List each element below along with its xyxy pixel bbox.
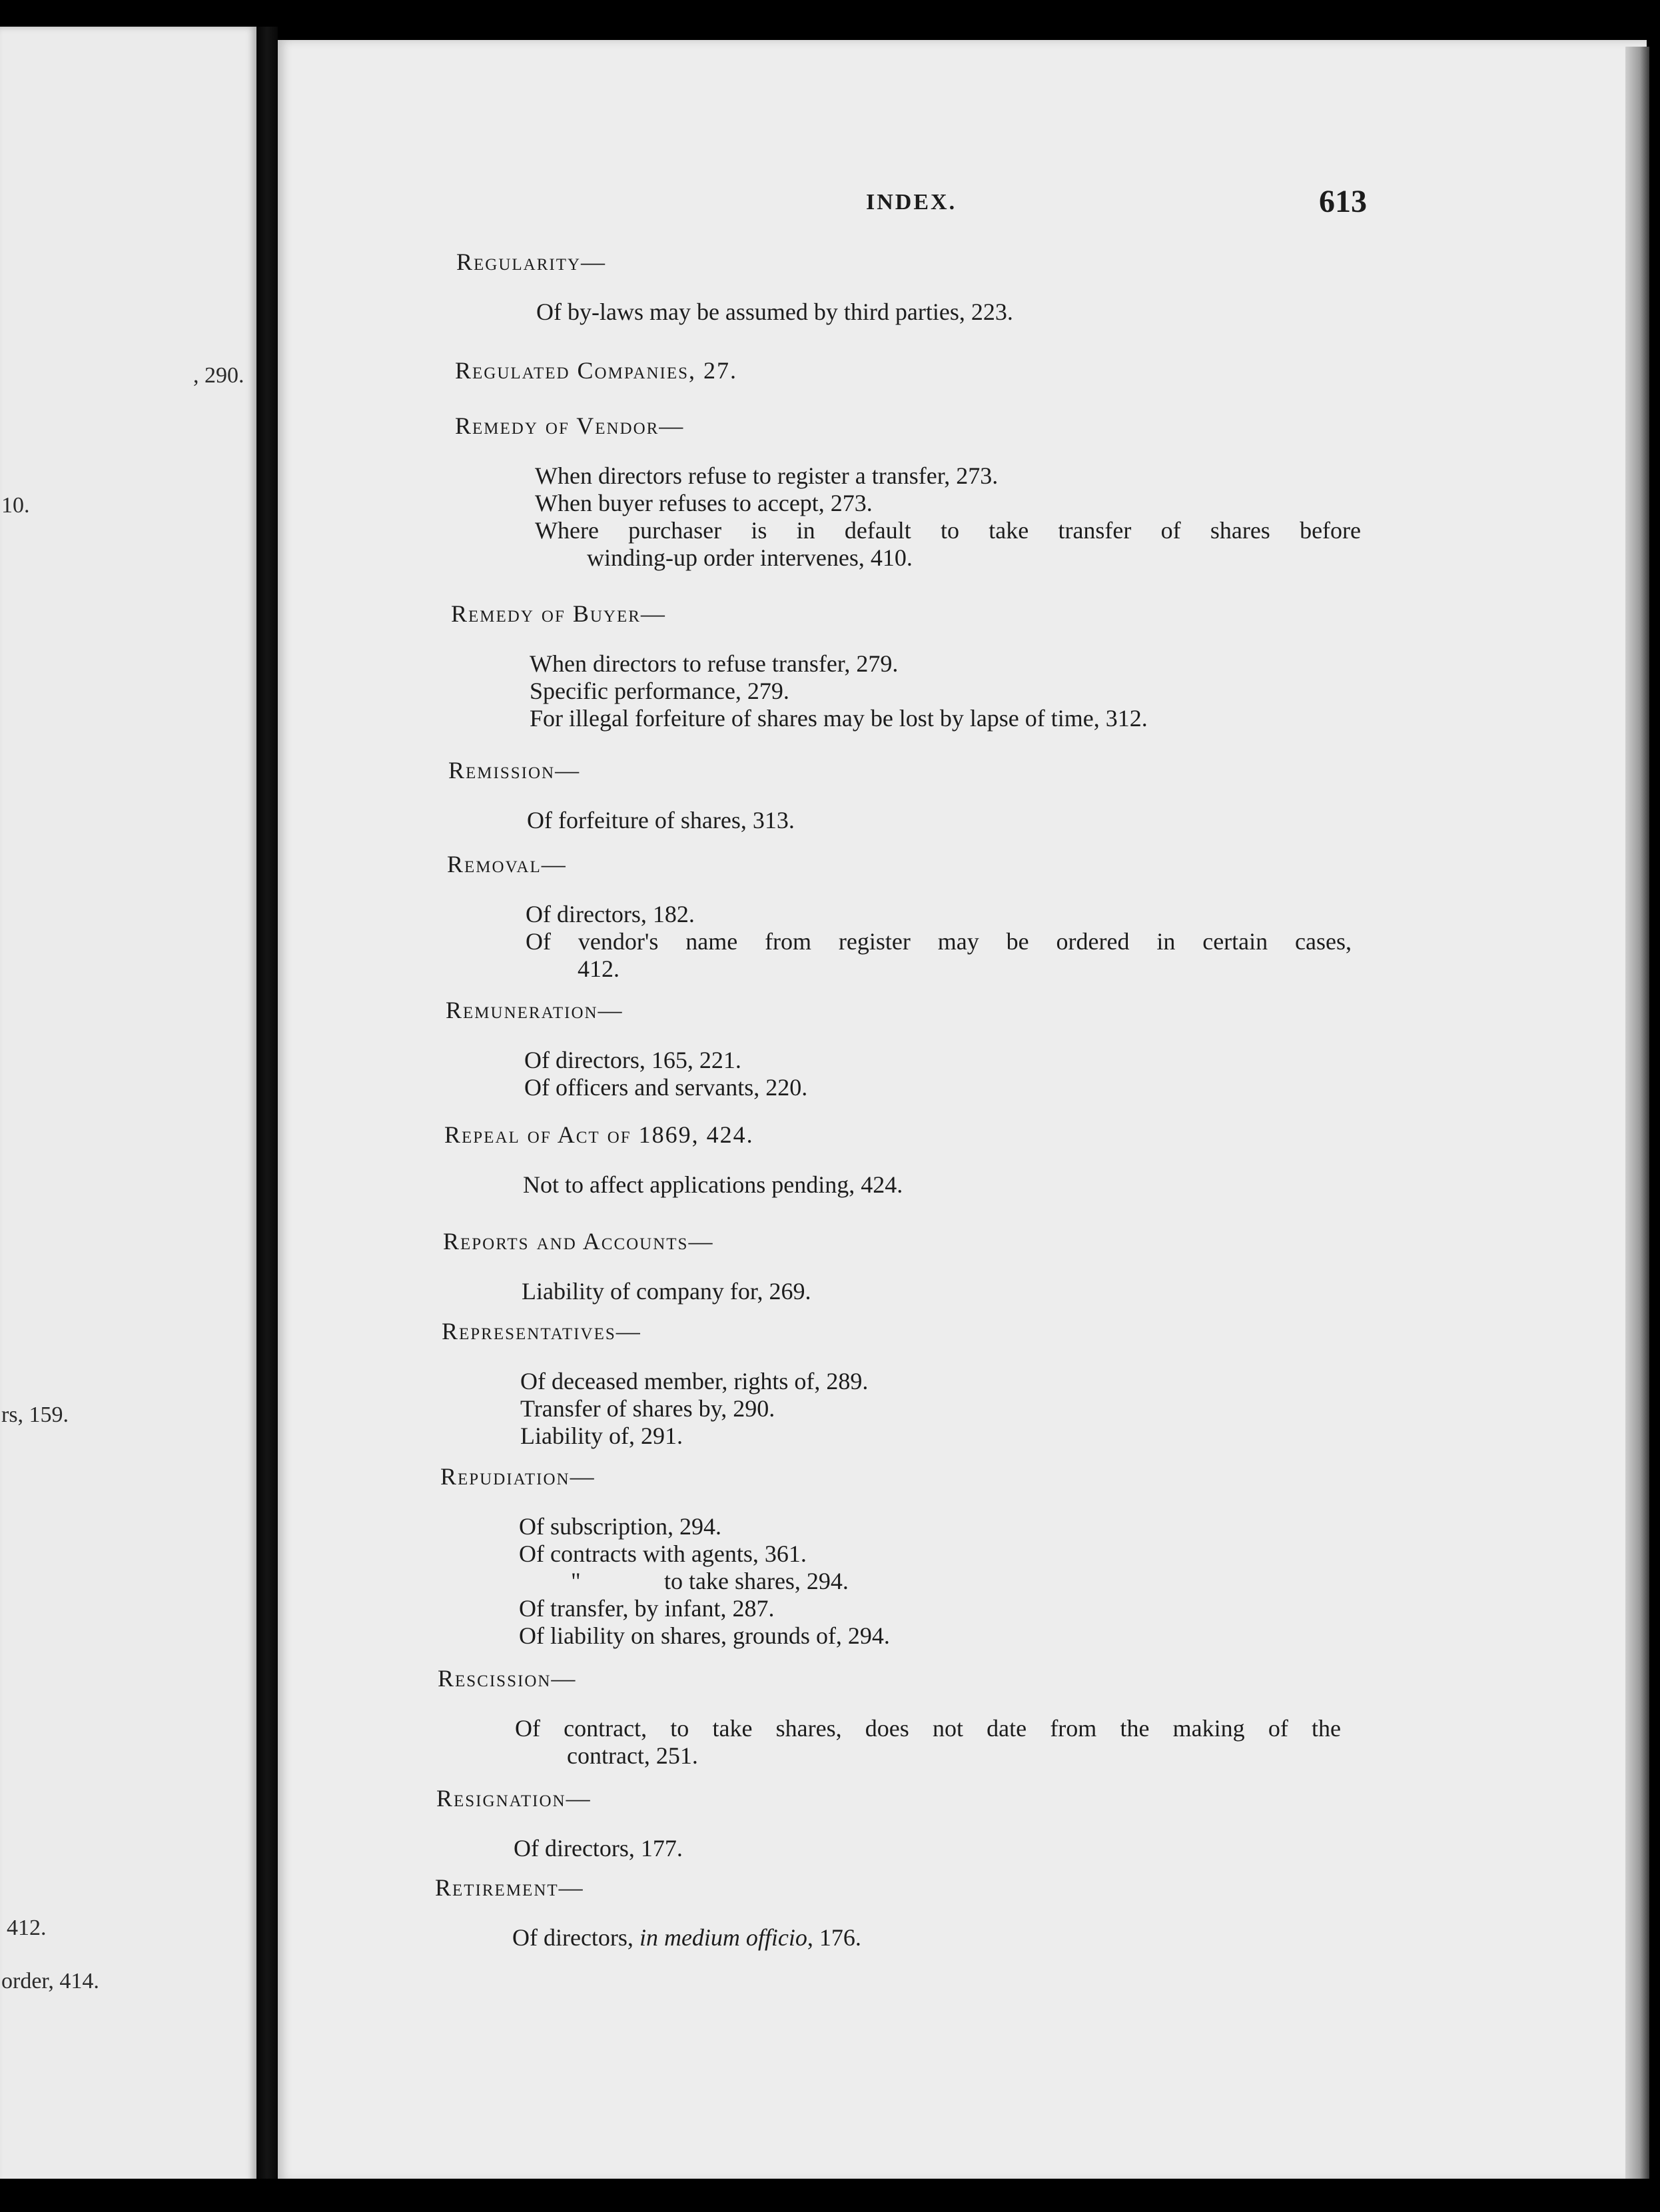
sub-entry: For illegal forfeiture of shares may be lost by lapse of time, 312. <box>530 705 1148 732</box>
entry-heading: Resignation— <box>436 1785 592 1812</box>
sub-entry: Of contract, to take shares, does not date from the making of the <box>515 1715 1341 1742</box>
index-entry <box>455 356 737 384</box>
index-entry <box>442 1317 869 1450</box>
running-head: INDEX. <box>866 190 957 215</box>
sub-entry-text: to take shares, 294. <box>664 1568 849 1594</box>
left-page-fragment: , 290. <box>193 363 244 388</box>
sub-entry <box>512 1924 861 1951</box>
entry-heading: Regulated Companies, 27. <box>455 357 738 384</box>
sub-entry: When directors refuse to register a transfer, 273. <box>535 462 999 489</box>
sub-entry: Of directors, 182. <box>526 901 695 927</box>
book-spine-gap <box>256 27 278 2192</box>
entry-heading: Representatives— <box>442 1318 641 1345</box>
sub-entry: Of deceased member, rights of, 289. <box>520 1368 869 1394</box>
entry-heading: Remission— <box>448 757 581 784</box>
sub-entry-continuation: winding-up order intervenes, 410. <box>587 544 913 571</box>
sub-entry: Not to affect applications pending, 424. <box>523 1171 903 1198</box>
index-entry <box>448 756 795 834</box>
index-entry <box>446 996 808 1101</box>
sub-entry: Of officers and servants, 220. <box>524 1074 808 1101</box>
sub-entry: When directors to refuse transfer, 279. <box>530 650 899 677</box>
ditto-mark: " <box>571 1568 581 1594</box>
index-entry <box>447 850 1352 983</box>
left-page-fragment: rs, 159. <box>1 1402 69 1427</box>
sub-entry: When buyer refuses to accept, 273. <box>535 490 873 516</box>
index-entry <box>435 1874 861 1951</box>
latin-phrase: in medium officio <box>639 1924 807 1951</box>
sub-entry: Of directors, 165, 221. <box>524 1047 741 1073</box>
sub-entry: Liability of, 291. <box>520 1422 683 1449</box>
sub-entry: Transfer of shares by, 290. <box>520 1395 775 1422</box>
left-page <box>0 27 256 2192</box>
sub-entry-text: , 176. <box>807 1924 861 1951</box>
sub-entry-ditto <box>519 1568 890 1595</box>
left-page-fragment: 412. <box>7 1916 47 1940</box>
sub-entry: Of directors, 177. <box>514 1835 683 1862</box>
entry-heading: Repeal of Act of 1869, 424. <box>444 1121 754 1148</box>
sub-entry-text: Of directors, <box>512 1924 639 1951</box>
index-entry <box>440 1462 890 1650</box>
sub-entry: Of liability on shares, grounds of, 294. <box>519 1622 890 1649</box>
left-page-fragment: order, 414. <box>1 1969 99 1993</box>
entry-heading: Reports and Accounts— <box>443 1228 714 1255</box>
left-page-fragment: 10. <box>1 493 30 518</box>
sub-entry: Of transfer, by infant, 287. <box>519 1595 775 1622</box>
page-edge <box>1625 47 1649 2179</box>
index-entry <box>438 1664 1341 1770</box>
entry-heading: Remedy of Buyer— <box>451 600 666 627</box>
entry-heading: Rescission— <box>438 1665 577 1692</box>
entry-heading: Remuneration— <box>446 997 623 1023</box>
sub-entry: Of subscription, 294. <box>519 1513 721 1540</box>
index-entry <box>455 412 1361 572</box>
sub-entry: Of forfeiture of shares, 313. <box>527 807 795 833</box>
sub-entry: Specific performance, 279. <box>530 678 789 704</box>
index-entry <box>451 600 1148 732</box>
sub-entry-continuation: 412. <box>578 955 620 982</box>
sub-entry: Of vendor's name from register may be ordered in certain cases, <box>526 928 1352 955</box>
index-entry <box>443 1227 811 1305</box>
entry-heading: Repudiation— <box>440 1463 596 1490</box>
sub-entry: Of by-laws may be assumed by third parties, 223. <box>536 298 1013 325</box>
scan-border <box>0 2179 1660 2212</box>
sub-entry: Liability of company for, 269. <box>522 1278 811 1305</box>
entry-heading: Regularity— <box>456 249 607 275</box>
index-entry <box>456 248 1013 326</box>
sub-entry-continuation: contract, 251. <box>567 1742 698 1769</box>
entry-heading: Remedy of Vendor— <box>455 412 685 439</box>
index-entry <box>436 1784 683 1862</box>
index-entry <box>444 1121 903 1199</box>
entry-heading: Removal— <box>447 851 567 877</box>
sub-entry: Of contracts with agents, 361. <box>519 1540 807 1567</box>
entry-heading: Retirement— <box>435 1874 584 1901</box>
sub-entry: Where purchaser is in default to take transfer of shares before <box>535 517 1361 544</box>
page-number: 613 <box>1319 184 1367 219</box>
